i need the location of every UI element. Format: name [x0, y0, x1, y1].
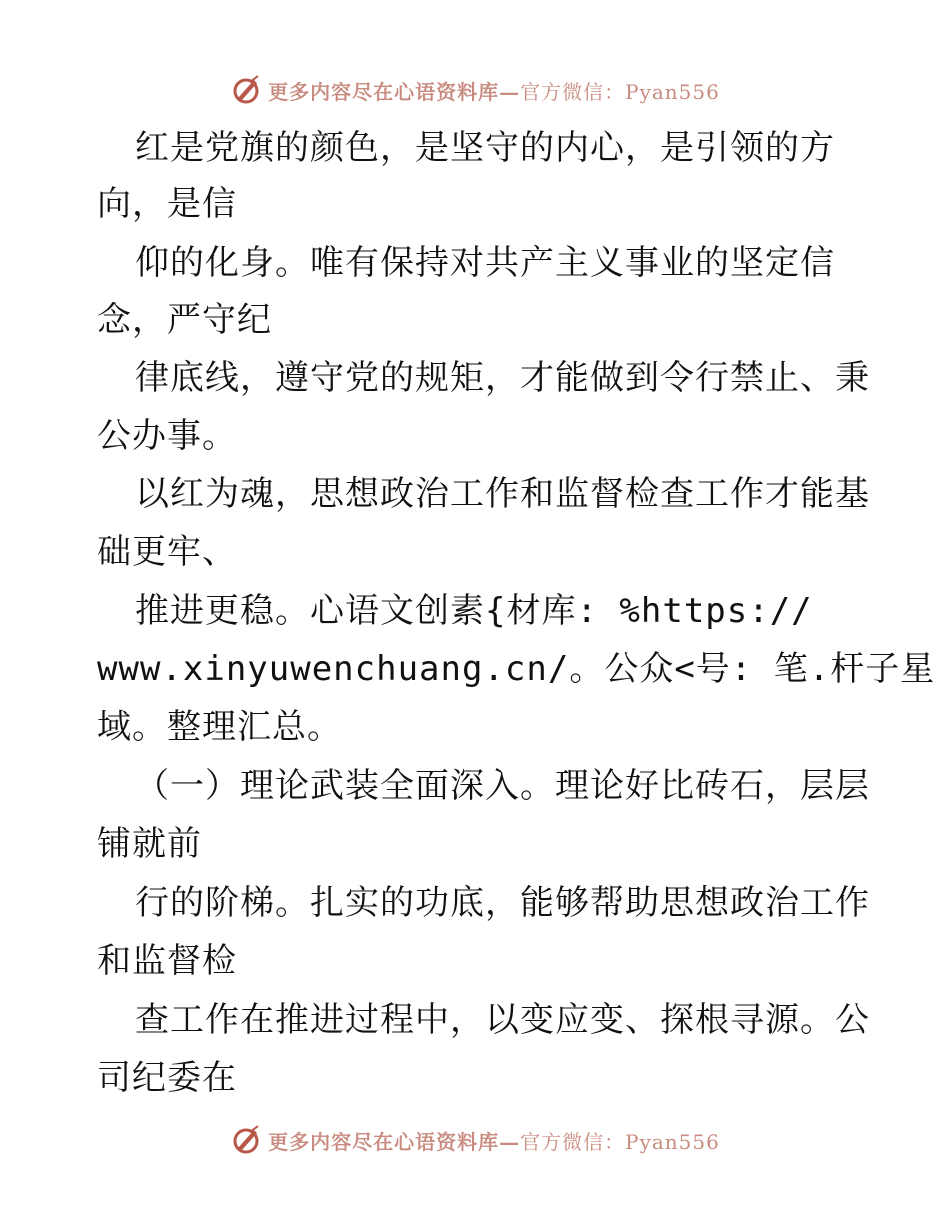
header-banner: [0, 70, 950, 110]
body-line: （一）理论武装全面深入。理论好比砖石，层层: [135, 766, 870, 806]
body-line: 向，是信: [97, 184, 237, 224]
body-line: 仰的化身。唯有保持对共产主义事业的坚定信: [135, 243, 835, 283]
quill-seal-icon: [230, 1124, 262, 1156]
quill-seal-icon: [230, 74, 262, 106]
body-line: 司纪委在: [97, 1058, 237, 1098]
header-banner-text: [268, 76, 720, 105]
footer-banner: [0, 1120, 950, 1160]
body-line: 念，严守纪: [97, 300, 272, 340]
body-line: 铺就前: [97, 824, 202, 864]
body-line: 公办事。: [97, 416, 237, 456]
body-line: 律底线，遵守党的规矩，才能做到令行禁止、秉: [135, 358, 870, 398]
body-line: 以红为魂，思想政治工作和监督检查工作才能基: [135, 474, 870, 514]
body-line: 推进更稳。心语文创素{材库: %https://: [135, 591, 813, 631]
footer-banner-text: [268, 1126, 720, 1155]
body-line: 础更牢、: [97, 532, 237, 572]
body-line: 查工作在推进过程中，以变应变、探根寻源。公: [135, 1000, 870, 1040]
body-line: 行的阶梯。扎实的功底，能够帮助思想政治工作: [135, 883, 870, 923]
banner-wechat: 官方微信：Pyan556: [520, 1129, 720, 1154]
body-line: 域。整理汇总。: [97, 707, 342, 747]
banner-title: 更多内容尽在心语资料库—: [268, 79, 521, 104]
body-line: 红是党旗的颜色，是坚守的内心，是引领的方: [135, 128, 835, 168]
body-line: www.xinyuwenchuang.cn/。公众<号: 笔.杆子星: [97, 649, 936, 689]
body-line: 和监督检: [97, 941, 237, 981]
banner-title: 更多内容尽在心语资料库—: [268, 1129, 521, 1154]
banner-wechat: 官方微信：Pyan556: [520, 79, 720, 104]
